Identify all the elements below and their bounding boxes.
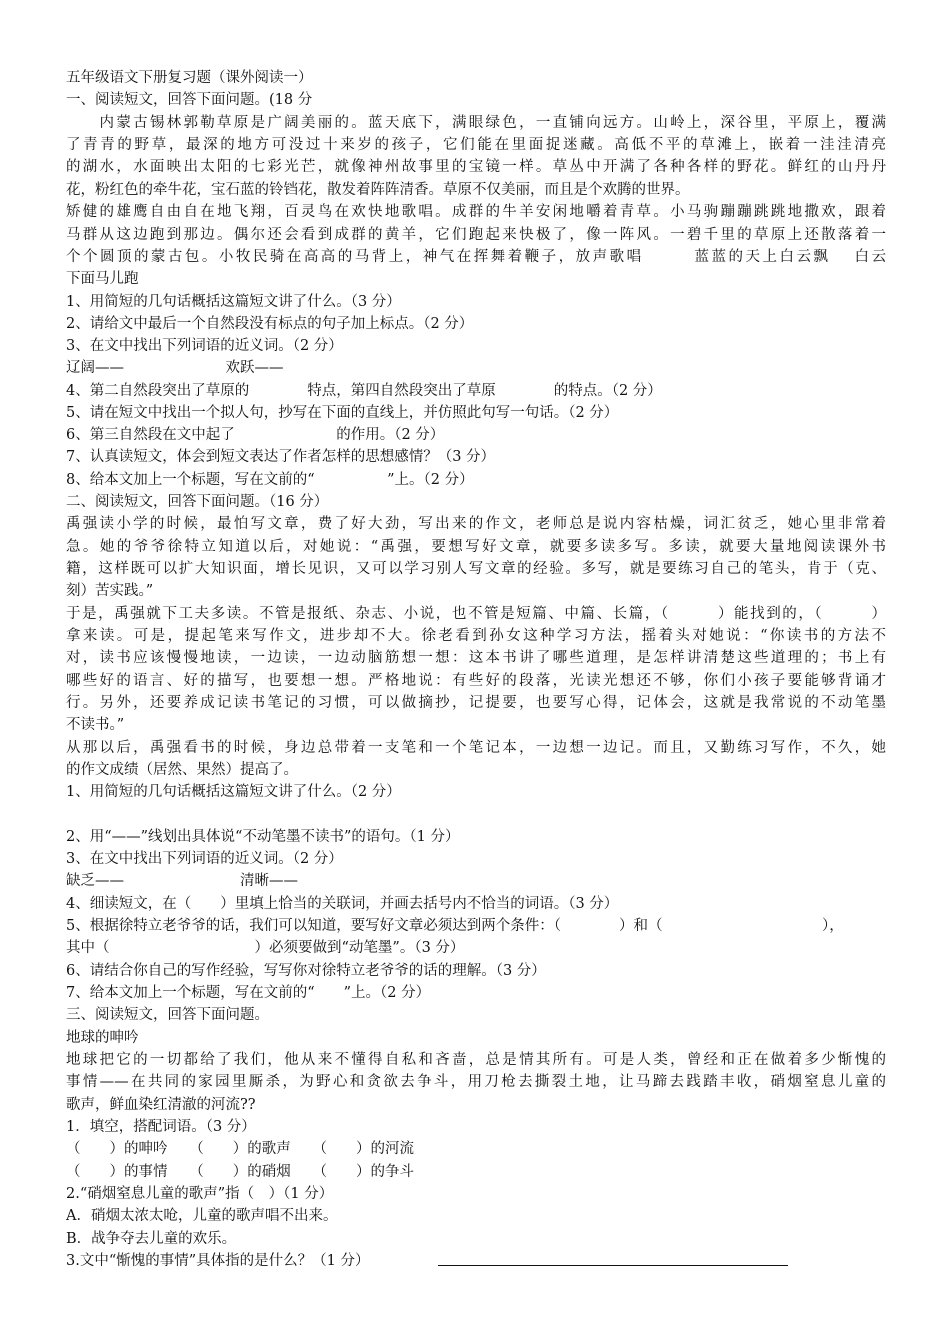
worksheet-title: 五年级语文下册复习题（课外阅读一） — [66, 70, 313, 86]
question-1-8: 8、给本文加上一个标题，写在文前的“ ”上。（2 分） — [66, 472, 474, 488]
section-1-heading: 一、阅读短文，回答下面问题。(18 分 — [66, 92, 313, 108]
passage-1-line: 下面马儿跑 — [66, 271, 139, 287]
passage-3-title: 地球的呻吟 — [66, 1030, 139, 1046]
question-3-1: 1．填空，搭配词语。（3 分） — [66, 1119, 256, 1135]
passage-1-line: 了青青的野草，最深的地方可没过十来岁的孩子，它们能在里面捉迷藏。高低不平的草滩上，嵌着一洼洼清亮 — [66, 137, 886, 153]
passage-1-line: 的湖水，水面映出太阳的七彩光芒，就像神州故事里的宝镜一样。草丛中开满了各种各样的野花。鲜红的山丹丹 — [66, 159, 886, 175]
question-2-6: 6、请结合你自己的写作经验，写写你对徐特立老爷爷的话的理解。（3 分） — [66, 963, 546, 979]
passage-2-line: 不读书。” — [66, 717, 125, 733]
choice-b: B．战争夺去儿童的欢乐。 — [66, 1231, 237, 1247]
collocation-row: （ ）的事情 （ ）的硝烟 （ ）的争斗 — [66, 1164, 414, 1180]
question-2-5-cont: 其中（ ）必须要做到“动笔墨”。（3 分） — [66, 940, 465, 956]
question-2-5: 5、根据徐特立老爷爷的话，我们可以知道，要写好文章必须达到两个条件：（ ）和（ ）， — [66, 918, 844, 934]
passage-2-line: 的作文成绩（居然、果然）提高了。 — [66, 762, 298, 778]
passage-3-line: 地球把它的一切都给了我们，他从来不懂得自私和吝啬，总是情其所有。可是人类，曾经和正在做着多少惭愧的 — [66, 1052, 886, 1068]
collocation-row: （ ）的呻吟 （ ）的歌声 （ ）的河流 — [66, 1141, 414, 1157]
question-2-4: 4、细读短文，在（ ）里填上恰当的关联词，并画去括号内不恰当的词语。（3 分） — [66, 896, 619, 912]
synonym-prompts-1: 辽阔—— 欢跃—— — [66, 360, 284, 376]
question-1-6: 6、第三自然段在文中起了 的作用。（2 分） — [66, 427, 445, 443]
question-1-5: 5、请在短文中找出一个拟人句，抄写在下面的直线上，并仿照此句写一句话。（2 分） — [66, 405, 619, 421]
passage-2-line: 急。她的爷爷徐特立知道以后，对她说：“禹强，要想写好文章，就要多读多写。多读，就要大量地阅读课外书 — [66, 539, 886, 555]
passage-2-line: 行。另外，还要养成记读书笔记的习惯，可以做摘抄，记提要，也要写心得，记体会，这就是我常说的不动笔墨 — [66, 695, 886, 711]
answer-line[interactable] — [438, 1265, 788, 1266]
question-2-1: 1、用简短的几句话概括这篇短文讲了什么。（2 分） — [66, 784, 401, 800]
passage-1-line: 花，粉红色的牵牛花，宝石蓝的铃铛花，散发着阵阵清香。草原不仅美丽，而且是个欢腾的世界。 — [66, 182, 690, 198]
passage-2-line: 于是，禹强就下工夫多读。不管是报纸、杂志、小说，也不管是短篇、中篇、长篇，（ ）能找到的，（ ） — [66, 606, 886, 622]
question-1-2: 2、请给文中最后一个自然段没有标点的句子加上标点。（2 分） — [66, 316, 474, 332]
question-3-2: 2.“硝烟窒息儿童的歌声”指（ ）（1 分） — [66, 1186, 334, 1202]
passage-1-line: 内蒙古锡林郭勒草原是广阔美丽的。蓝天底下，满眼绿色，一直铺向远方。山岭上，深谷里，平原上，覆满 — [66, 115, 886, 131]
question-1-1: 1、用简短的几句话概括这篇短文讲了什么。（3 分） — [66, 294, 401, 310]
passage-2-line: 拿来读。可是，提起笔来写作文，进步却不大。徐老看到孙女这种学习方法，摇着头对她说：“你读书的方法不 — [66, 628, 886, 644]
passage-1-line: 个个圆顶的蒙古包。小牧民骑在高高的马背上，神气在挥舞着鞭子，放声歌唱 蓝蓝的天上白云飘 白云 — [66, 249, 886, 265]
passage-2-line: 刻）苦实践。” — [66, 583, 154, 599]
question-2-2: 2、用“——”线划出具体说“不动笔墨不读书”的语句。（1 分） — [66, 829, 460, 845]
passage-2-line: 从那以后，禹强看书的时候，身边总带着一支笔和一个笔记本，一边想一边记。而且，又勤练习写作，不久，她 — [66, 740, 886, 756]
choice-a: A．硝烟太浓太呛，儿童的歌声唱不出来。 — [66, 1208, 338, 1224]
passage-1-line: 矫健的雄鹰自由自在地飞翔，百灵鸟在欢快地歌唱。成群的牛羊安闲地嚼着青草。小马驹蹦蹦跳跳地撒欢，跟着 — [66, 204, 886, 220]
question-3-3: 3.文中“惭愧的事情”具体指的是什么？（1 分） — [66, 1253, 370, 1269]
passage-2-line: 哪些好的语言、好的描写，也要想一想。严格地说：有些好的段落，光读光想还不够，你们小孩子要能够背诵才 — [66, 673, 886, 689]
question-1-3: 3、在文中找出下列词语的近义词。（2 分） — [66, 338, 343, 354]
passage-3-line: 歌声，鲜血染红清澈的河流?? — [66, 1097, 256, 1113]
question-1-4: 4、第二自然段突出了草原的 特点，第四自然段突出了草原 的特点。（2 分） — [66, 383, 662, 399]
question-2-3: 3、在文中找出下列词语的近义词。（2 分） — [66, 851, 343, 867]
passage-3-line: 事情——在共同的家园里厮杀，为野心和贪欲去争斗，用刀枪去撕裂土地，让马蹄去践踏丰收，硝烟窒息儿童的 — [66, 1074, 886, 1090]
question-1-7: 7、认真读短文，体会到短文表达了作者怎样的思想感情？（3 分） — [66, 449, 496, 465]
passage-1-line: 马群从这边跑到那边。偶尔还会看到成群的黄羊，它们跑起来快极了，像一阵风。一碧千里的草原上还散落着一 — [66, 227, 886, 243]
passage-2-line: 籍，这样既可以扩大知识面，增长见识，又可以学习别人写文章的经验。多写，就是要练习自己的笔头，肯于（克、 — [66, 561, 886, 577]
passage-2-line: 禹强读小学的时候，最怕写文章，费了好大劲，写出来的作文，老师总是说内容枯燥，词汇贫乏，她心里非常着 — [66, 516, 886, 532]
section-2-heading: 二、阅读短文，回答下面问题。（16 分） — [66, 494, 329, 510]
section-3-heading: 三、阅读短文，回答下面问题。 — [66, 1007, 269, 1023]
synonym-prompts-2: 缺乏—— 清晰—— — [66, 873, 298, 889]
passage-2-line: 对，读书应该慢慢地读，一边读，一边动脑筋想一想：这本书讲了哪些道理，是怎样讲清楚这些道理的；书上有 — [66, 650, 886, 666]
question-2-7: 7、给本文加上一个标题，写在文前的“ ”上。（2 分） — [66, 985, 431, 1001]
